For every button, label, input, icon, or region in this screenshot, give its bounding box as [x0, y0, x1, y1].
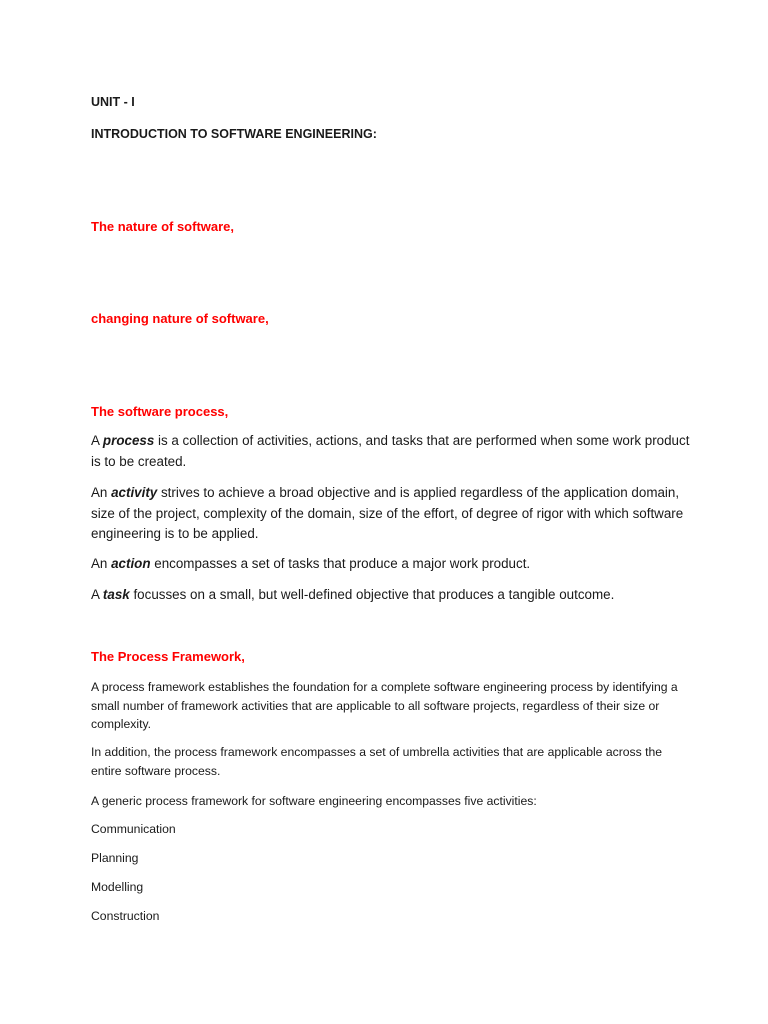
- list-item: Construction: [91, 909, 160, 923]
- task-def-text: focusses on a small, but well-defined objective that produces a tangible outcome.: [129, 587, 615, 602]
- activity-term: activity: [111, 485, 158, 500]
- task-def-prefix: A: [91, 587, 103, 602]
- heading-changing-nature: changing nature of software,: [91, 311, 269, 326]
- process-def-text: is a collection of activities, actions, and tasks that are performed when some work product is to be created.: [91, 433, 690, 469]
- process-term: process: [102, 433, 155, 448]
- action-def-prefix: An: [91, 556, 112, 571]
- unit-label: UNIT - I: [91, 95, 135, 109]
- heading-process-framework: The Process Framework,: [91, 649, 245, 664]
- list-item: Planning: [91, 851, 139, 865]
- activity-def-text: strives to achieve a broad objective and is applied regardless of the application domain, size of the project, complexity of the domain, size of the effort, of degree of rigor with which software engineering is to be applied.: [91, 485, 684, 541]
- heading-software-process: The software process,: [91, 404, 229, 419]
- heading-nature-of-software: The nature of software,: [91, 219, 235, 234]
- task-definition: [91, 585, 691, 606]
- action-definition: [91, 554, 691, 575]
- framework-paragraph-3: A generic process framework for software engineering encompasses five activities:: [91, 794, 537, 808]
- list-item: Modelling: [91, 880, 144, 894]
- process-def-prefix: A: [91, 433, 103, 448]
- action-def-text: encompasses a set of tasks that produce a major work product.: [150, 556, 531, 571]
- list-item: Communication: [91, 822, 176, 836]
- process-definition: [91, 431, 691, 472]
- action-term: action: [111, 556, 151, 571]
- activity-definition: [91, 483, 691, 545]
- framework-paragraph-1: A process framework establishes the foundation for a complete software engineering process by identifying a small number of framework activities that are applicable to all software projects, regardless of their size or complexity.: [91, 680, 678, 731]
- framework-paragraph-2: In addition, the process framework encompasses a set of umbrella activities that are applicable across the entire software process.: [91, 745, 663, 778]
- page-title: INTRODUCTION TO SOFTWARE ENGINEERING:: [91, 127, 377, 141]
- task-term: task: [102, 587, 130, 602]
- activity-def-prefix: An: [91, 485, 112, 500]
